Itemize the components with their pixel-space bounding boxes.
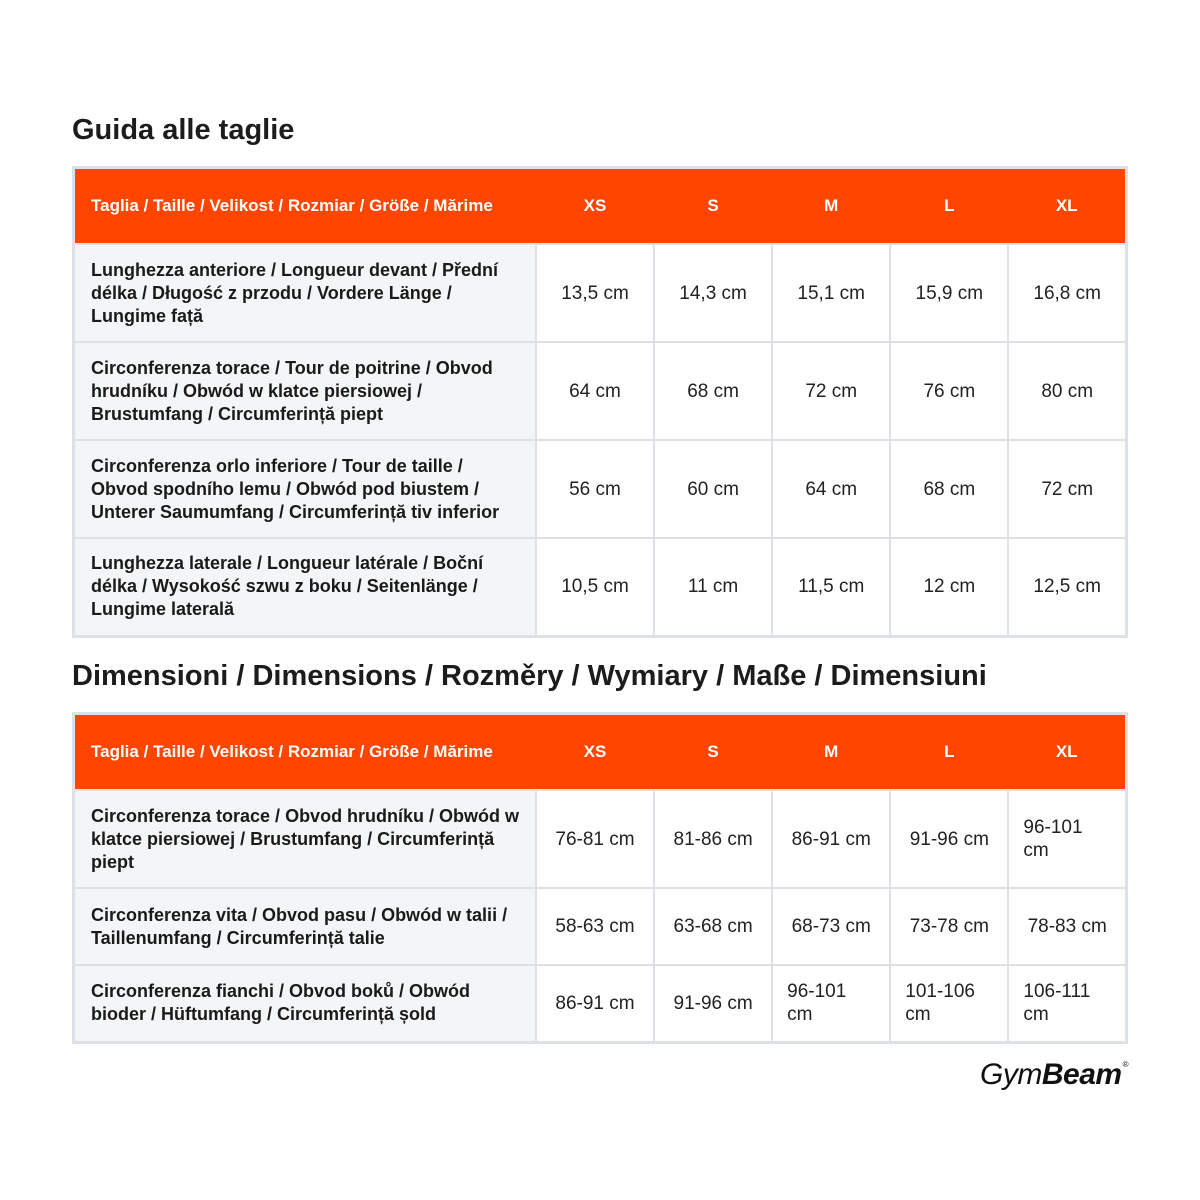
- header-size-m: M: [772, 168, 890, 245]
- cell-value: 106-111 cm: [1008, 965, 1126, 1042]
- cell-value: 12 cm: [890, 538, 1008, 636]
- header-size-xs: XS: [536, 714, 654, 791]
- header-size-s: S: [654, 714, 772, 791]
- cell-value: 12,5 cm: [1008, 538, 1126, 636]
- table-row: [74, 965, 1127, 1042]
- header-size-xl: XL: [1008, 714, 1126, 791]
- cell-value: 101-106 cm: [890, 965, 1008, 1042]
- row-label: Lunghezza laterale / Longueur latérale / Boční délka / Wysokość szwu z boku / Seitenlänge / Lungime laterală: [74, 538, 536, 636]
- cell-value: 64 cm: [536, 342, 654, 440]
- cell-value: 78-83 cm: [1008, 888, 1126, 965]
- registered-mark: ®: [1122, 1060, 1128, 1069]
- size-guide-title: Guida alle taglie: [72, 114, 295, 146]
- cell-value: 68-73 cm: [772, 888, 890, 965]
- row-label: Lunghezza anteriore / Longueur devant / Přední délka / Długość z przodu / Vordere Länge / Lungime față: [74, 244, 536, 342]
- header-size-l: L: [890, 168, 1008, 245]
- cell-value: 64 cm: [772, 440, 890, 538]
- cell-value: 15,9 cm: [890, 244, 1008, 342]
- table-row: [74, 342, 1127, 440]
- row-label: Circonferenza torace / Obvod hrudníku / Obwód w klatce piersiowej / Brustumfang / Circumferință piept: [74, 790, 536, 888]
- cell-value: 80 cm: [1008, 342, 1126, 440]
- cell-value: 68 cm: [890, 440, 1008, 538]
- cell-value: 16,8 cm: [1008, 244, 1126, 342]
- cell-value: 15,1 cm: [772, 244, 890, 342]
- dimensions-table: [72, 712, 1128, 1044]
- cell-value: 60 cm: [654, 440, 772, 538]
- cell-value: 13,5 cm: [536, 244, 654, 342]
- header-size-xs: XS: [536, 168, 654, 245]
- table-row: [74, 888, 1127, 965]
- cell-value: 91-96 cm: [890, 790, 1008, 888]
- table-row: [74, 440, 1127, 538]
- cell-value: 68 cm: [654, 342, 772, 440]
- header-size-s: S: [654, 168, 772, 245]
- row-label: Circonferenza orlo inferiore / Tour de taille / Obvod spodního lemu / Obwód pod biustem / Unterer Saumumfang / Circumferință tiv inferior: [74, 440, 536, 538]
- cell-value: 76-81 cm: [536, 790, 654, 888]
- row-label: Circonferenza torace / Tour de poitrine / Obvod hrudníku / Obwód w klatce piersiowej / Brustumfang / Circumferință piept: [74, 342, 536, 440]
- cell-value: 86-91 cm: [536, 965, 654, 1042]
- header-size-label: Taglia / Taille / Velikost / Rozmiar / Größe / Mărime: [74, 168, 536, 245]
- cell-value: 14,3 cm: [654, 244, 772, 342]
- cell-value: 63-68 cm: [654, 888, 772, 965]
- header-size-xl: XL: [1008, 168, 1126, 245]
- table-header-row: [74, 714, 1127, 791]
- logo-text-beam: Beam: [1041, 1058, 1122, 1091]
- row-label: Circonferenza vita / Obvod pasu / Obwód w talii / Taillenumfang / Circumferință talie: [74, 888, 536, 965]
- table-header-row: [74, 168, 1127, 245]
- table-row: [74, 790, 1127, 888]
- cell-value: 11 cm: [654, 538, 772, 636]
- cell-value: 86-91 cm: [772, 790, 890, 888]
- logo-text-gym: Gym: [980, 1058, 1042, 1091]
- row-label: Circonferenza fianchi / Obvod boků / Obwód bioder / Hüftumfang / Circumferință șold: [74, 965, 536, 1042]
- cell-value: 73-78 cm: [890, 888, 1008, 965]
- table-row: [74, 244, 1127, 342]
- cell-value: 72 cm: [772, 342, 890, 440]
- header-size-m: M: [772, 714, 890, 791]
- header-size-label: Taglia / Taille / Velikost / Rozmiar / Größe / Mărime: [74, 714, 536, 791]
- gymbeam-logo: [980, 1058, 1128, 1092]
- cell-value: 91-96 cm: [654, 965, 772, 1042]
- cell-value: 10,5 cm: [536, 538, 654, 636]
- cell-value: 96-101 cm: [772, 965, 890, 1042]
- cell-value: 56 cm: [536, 440, 654, 538]
- cell-value: 81-86 cm: [654, 790, 772, 888]
- cell-value: 96-101 cm: [1008, 790, 1126, 888]
- cell-value: 72 cm: [1008, 440, 1126, 538]
- cell-value: 58-63 cm: [536, 888, 654, 965]
- header-size-l: L: [890, 714, 1008, 791]
- cell-value: 11,5 cm: [772, 538, 890, 636]
- table-row: [74, 538, 1127, 636]
- dimensions-title: Dimensioni / Dimensions / Rozměry / Wymiary / Maße / Dimensiuni: [72, 660, 987, 692]
- cell-value: 76 cm: [890, 342, 1008, 440]
- size-guide-table: [72, 166, 1128, 638]
